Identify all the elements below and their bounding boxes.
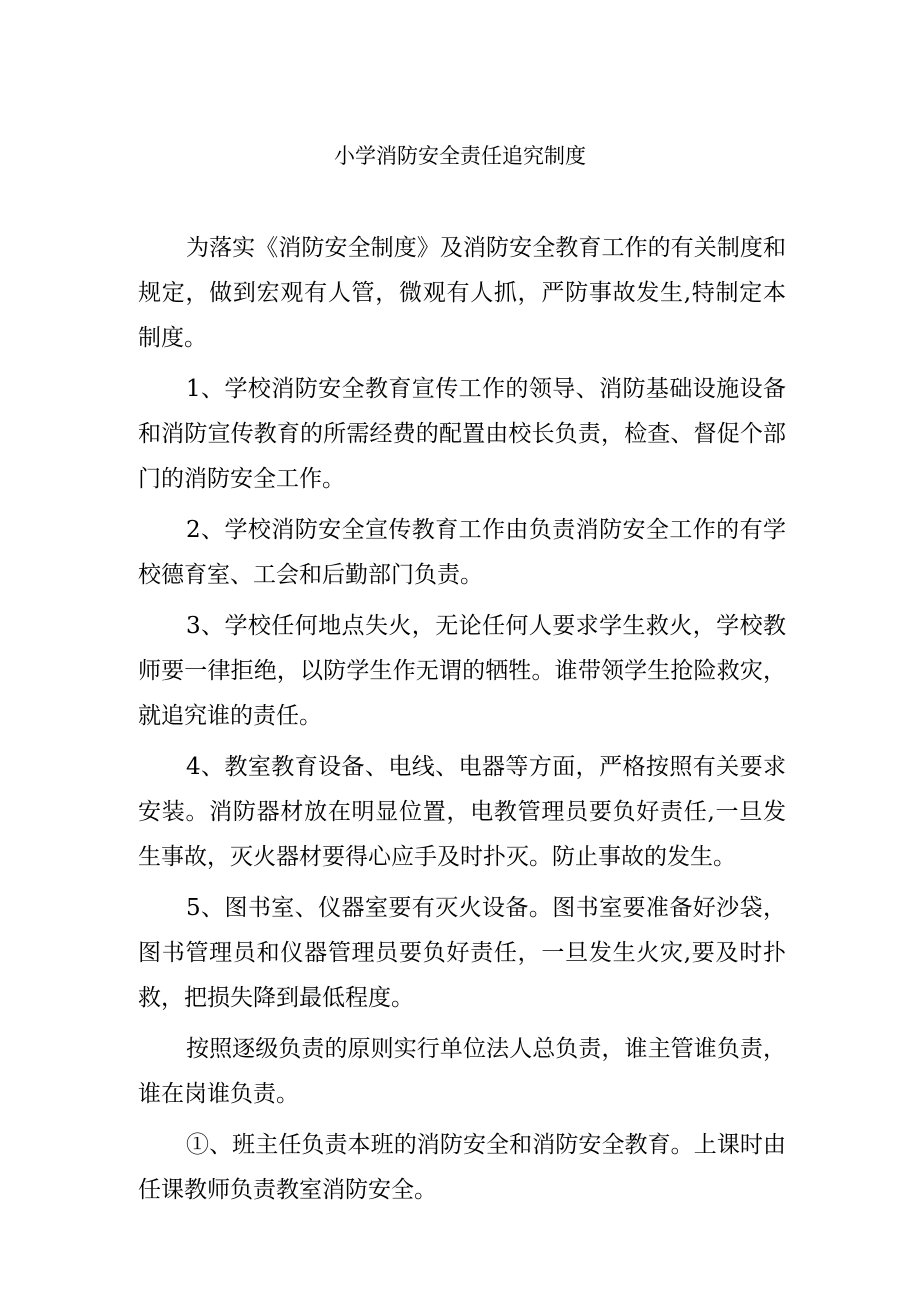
- paragraph-item-1: 1、学校消防安全教育宣传工作的领导、消防基础设施设备和消防宣传教育的所需经费的配置由校长负责，检查、督促个部门的消防安全工作。: [138, 376, 786, 492]
- paragraph-item-2: 2、学校消防安全宣传教育工作由负责消防安全工作的有学校德育室、工会和后勤部门负责。: [138, 517, 786, 588]
- document-body: [138, 226, 786, 1219]
- document-title: 小学消防安全责任追究制度: [334, 144, 586, 168]
- paragraph-responsibility: 按照逐级负责的原则实行单位法人总负责，谁主管谁负责，谁在岗谁负责。: [138, 1036, 786, 1107]
- paragraph-intro: 为落实《消防安全制度》及消防安全教育工作的有关制度和规定，做到宏观有人管，微观有人抓，严防事故发生,特制定本制度。: [138, 235, 786, 351]
- paragraph-item-3: 3、学校任何地点失火，无论任何人要求学生救火，学校教师要一律拒绝，以防学生作无谓的牺牲。谁带领学生抢险救灾，就追究谁的责任。: [138, 613, 786, 729]
- paragraph-item-5: 5、图书室、仪器室要有灭火设备。图书室要准备好沙袋，图书管理员和仪器管理员要负好责任，一旦发生火灾,要及时扑救，把损失降到最低程度。: [138, 895, 786, 1011]
- paragraph-item-4: 4、教室教育设备、电线、电器等方面，严格按照有关要求安装。消防器材放在明显位置，电教管理员要负好责任,一旦发生事故，灭火器材要得心应手及时扑灭。防止事故的发生。: [138, 754, 786, 870]
- paragraph-sub-item-1: ①、班主任负责本班的消防安全和消防安全教育。上课时由任课教师负责教室消防安全。: [138, 1132, 786, 1203]
